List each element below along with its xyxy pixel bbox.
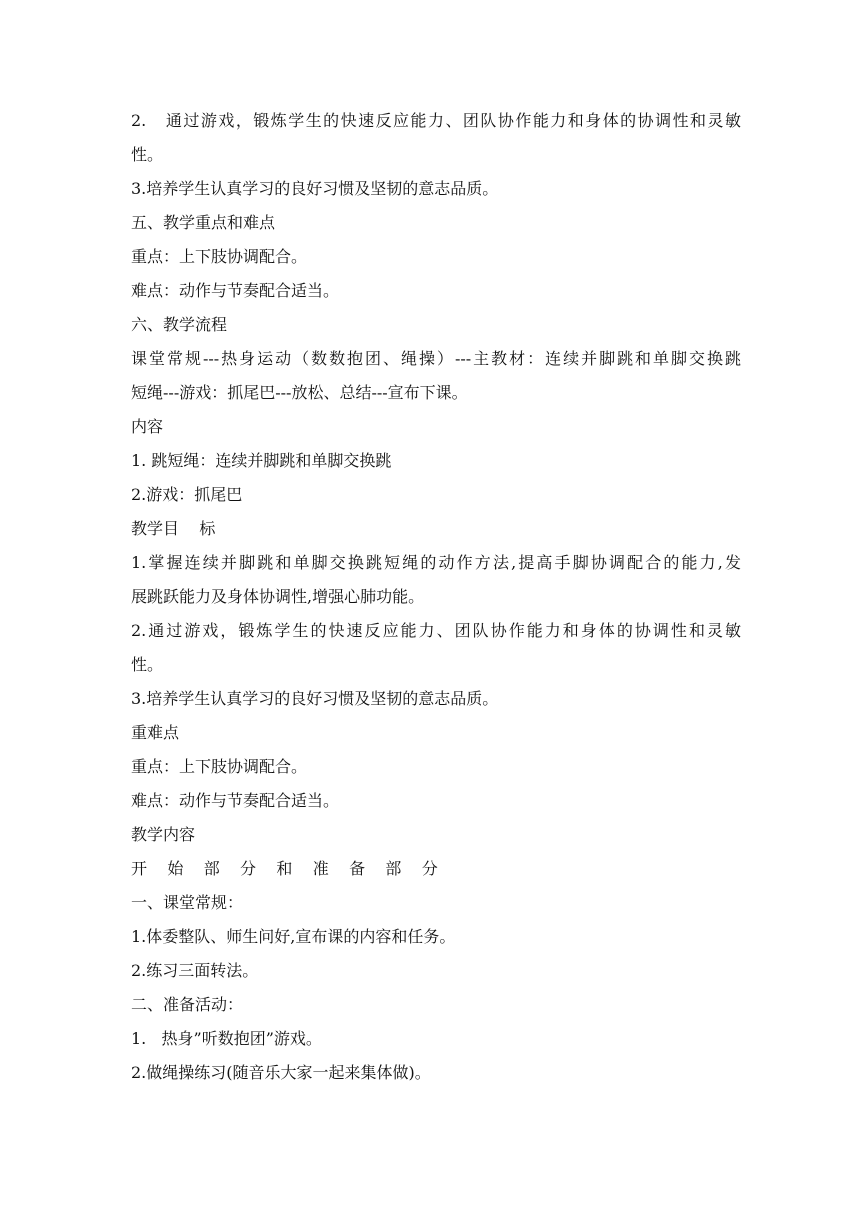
routine-item-1: 1.体委整队、师生问好,宣布课的内容和任务。 [131,927,456,946]
content-item-2: 2.游戏：抓尾巴 [131,485,243,504]
heading-teaching-goals: 教学目 标 [131,519,216,538]
process-line-2: 短绳---游戏：抓尾巴---放松、总结---宣布下课。 [131,383,468,402]
heading-start-and-prep: 开 始 部 分 和 准 备 部 分 [131,859,438,878]
routine-item-2: 2.练习三面转法。 [131,961,259,980]
goal-1-line-2: 展跳跃能力及身体协调性,增强心肺功能。 [131,587,425,606]
difficult-point: 难点：动作与节奏配合适当。 [131,281,340,300]
key-point: 重点：上下肢协调配合。 [131,247,308,266]
objective-3: 3.培养学生认真学习的良好习惯及坚韧的意志品质。 [131,179,499,198]
content-item-1: 1. 跳短绳：连续并脚跳和单脚交换跳 [131,451,392,470]
warmup-item-1: 1. 热身”听数抱团”游戏。 [131,1029,322,1048]
objective-2-line-2: 性。 [131,145,164,164]
process-line-1: 课堂常规---热身运动（数数抱团、绳操）---主教材：连续并脚跳和单脚交换跳 [131,349,741,368]
warmup-item-2: 2.做绳操练习(随音乐大家一起来集体做)。 [131,1063,431,1082]
objective-2-line-1: 2. 通过游戏，锻炼学生的快速反应能力、团队协作能力和身体的协调性和灵敏 [131,111,741,130]
document-body [131,104,741,1090]
heading-content: 内容 [131,417,164,436]
goal-2-line-1: 2.通过游戏，锻炼学生的快速反应能力、团队协作能力和身体的协调性和灵敏 [131,621,741,640]
key-point-2: 重点：上下肢协调配合。 [131,757,308,776]
section-heading-process: 六、教学流程 [131,315,228,334]
section-heading-key-points: 五、教学重点和难点 [131,213,276,232]
goal-1-line-1: 1.掌握连续并脚跳和单脚交换跳短绳的动作方法,提高手脚协调配合的能力,发 [131,553,741,572]
difficult-point-2: 难点：动作与节奏配合适当。 [131,791,340,810]
heading-class-routine: 一、课堂常规： [131,893,244,912]
heading-teaching-content: 教学内容 [131,825,196,844]
heading-key-difficult: 重难点 [131,723,180,742]
goal-3: 3.培养学生认真学习的良好习惯及坚韧的意志品质。 [131,689,499,708]
goal-2-line-2: 性。 [131,655,164,674]
heading-warmup: 二、准备活动： [131,995,244,1014]
